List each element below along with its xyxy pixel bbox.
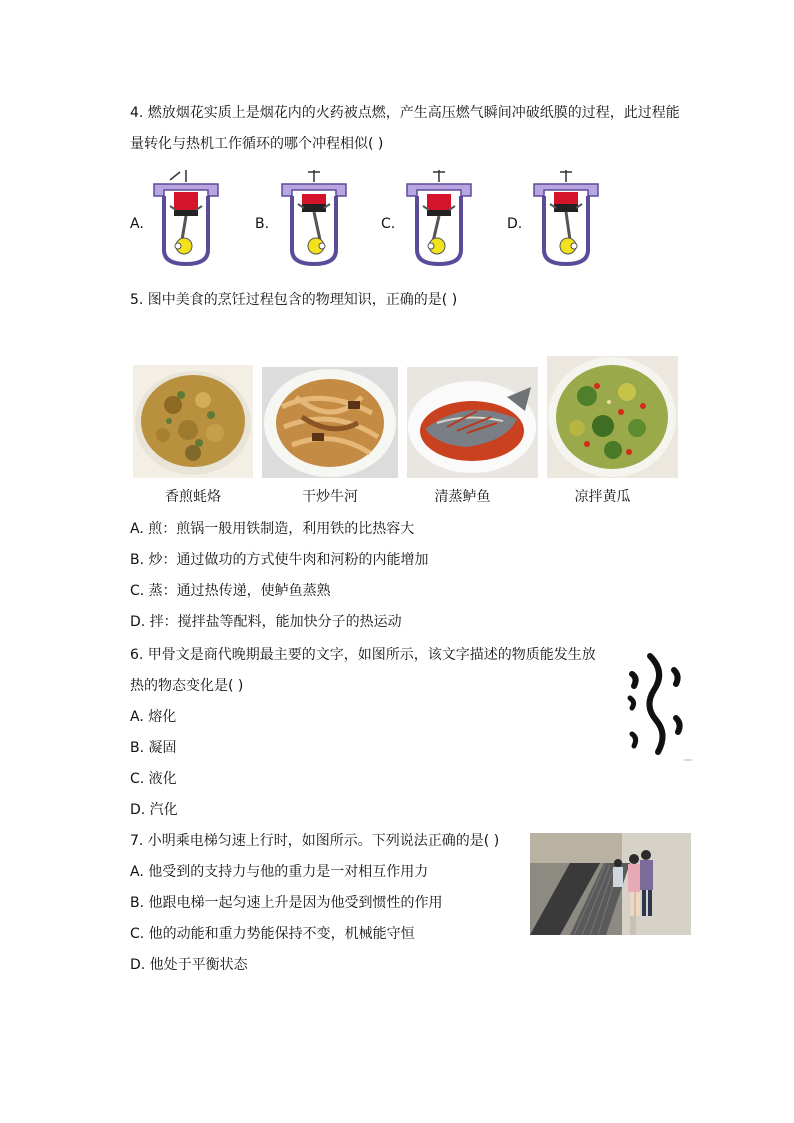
q7-option-c: C. 他的动能和重力势能保持不变，机械能守恒 [130, 926, 415, 942]
q6-option-b: B. 凝固 [130, 740, 177, 756]
q4-text-line1: 4. 燃放烟花实质上是烟花内的火药被点燃，产生高压燃气瞬间冲破纸膜的过程，此过程能 [130, 105, 680, 121]
engine-diagram-d [530, 170, 602, 266]
caption-oyster-omelette: 香煎蚝烙 [165, 489, 221, 505]
caption-steamed-sea-bass: 清蒸鲈鱼 [434, 489, 491, 505]
oyster-omelette-photo [133, 365, 253, 478]
caption-cucumber-salad: 凉拌黄瓜 [574, 489, 631, 505]
oracle-bone-character-image [622, 648, 694, 766]
q5-text: 5. 图中美食的烹饪过程包含的物理知识，正确的是( ) [130, 292, 458, 308]
q6-text-line2: 热的物态变化是( ) [130, 678, 244, 694]
q5-option-a: A. 煎：煎锅一般用铁制造，利用铁的比热容大 [130, 521, 415, 537]
q6-text-line1: 6. 甲骨文是商代晚期最主要的文字，如图所示，该文字描述的物质能发生放 [130, 647, 596, 663]
engine-diagram-b [278, 170, 350, 266]
steamed-sea-bass-photo [407, 367, 538, 478]
q4-option-c-label: C. [381, 216, 396, 232]
stir-fried-beef-noodles-photo [262, 367, 398, 478]
q4-option-b-label: B. [255, 216, 270, 232]
escalator-photo [530, 833, 691, 935]
q7-option-d: D. 他处于平衡状态 [130, 957, 248, 973]
cucumber-salad-photo [547, 356, 678, 478]
q5-option-b: B. 炒：通过做功的方式使牛肉和河粉的内能增加 [130, 552, 429, 568]
q7-option-b: B. 他跟电梯一起匀速上升是因为他受到惯性的作用 [130, 895, 443, 911]
engine-diagram-c [403, 170, 475, 266]
q4-text-line2: 量转化与热机工作循环的哪个冲程相似( ) [130, 136, 384, 152]
q6-option-d: D. 汽化 [130, 802, 178, 818]
q4-option-a-label: A. [130, 216, 144, 232]
q6-option-c: C. 液化 [130, 771, 177, 787]
engine-diagram-a [150, 170, 222, 266]
q7-option-a: A. 他受到的支持力与他的重力是一对相互作用力 [130, 864, 429, 880]
q5-option-d: D. 拌：搅拌盐等配料，能加快分子的热运动 [130, 614, 402, 630]
q4-option-d-label: D. [507, 216, 523, 232]
q7-text: 7. 小明乘电梯匀速上行时，如图所示。下列说法正确的是( ) [130, 833, 500, 849]
q6-option-a: A. 熔化 [130, 709, 177, 725]
caption-stir-fried-beef-noodles: 干炒牛河 [302, 489, 358, 505]
q5-option-c: C. 蒸：通过热传递，使鲈鱼蒸熟 [130, 583, 331, 599]
